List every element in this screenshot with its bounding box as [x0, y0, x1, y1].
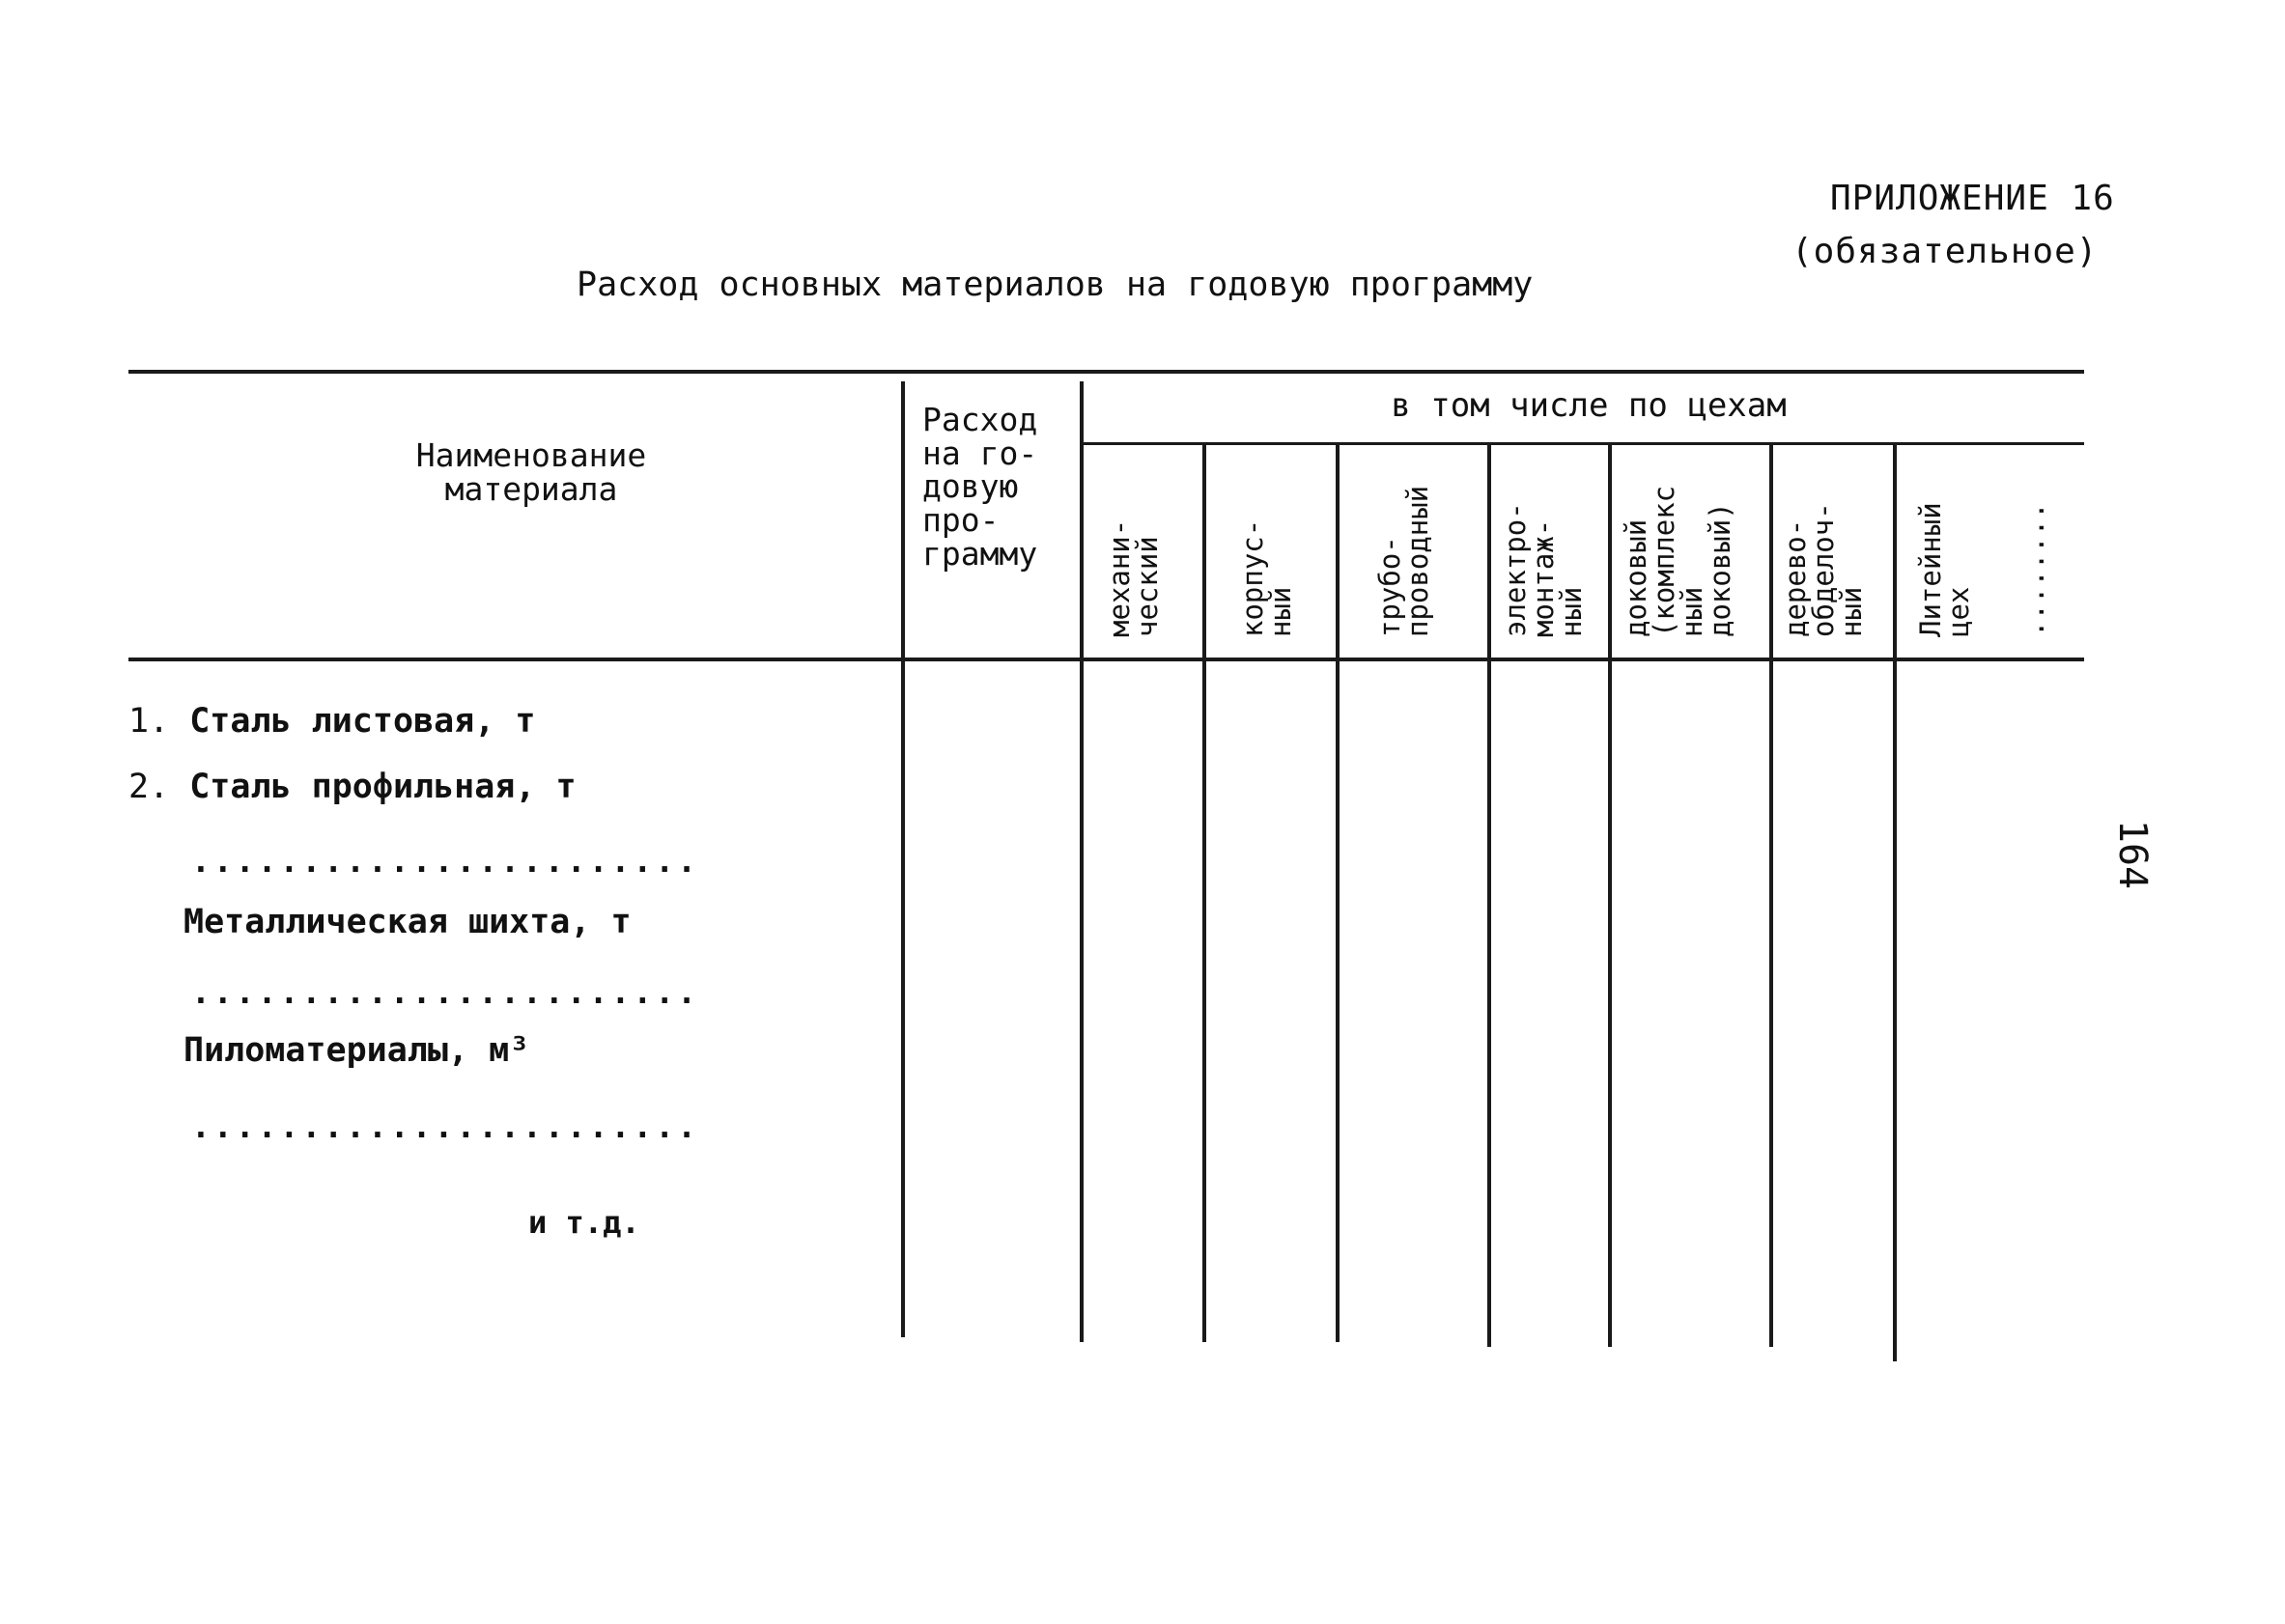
shop-header-foundry: Литейный цех: [1914, 502, 1975, 637]
etc-row: и т.д.: [528, 1204, 640, 1241]
shop-header-more: ........: [2017, 502, 2050, 637]
column-header-total: Расход на го- довую про- грамму: [922, 401, 1038, 573]
shop-header-electrical: электро- монтаж- ный: [1499, 502, 1588, 637]
header-bottom-rule: [128, 658, 2084, 661]
material-row-lumber: Пиломатериалы, м³: [183, 1031, 530, 1070]
shop-header-hull: корпус- ный: [1236, 518, 1297, 637]
material-row-sheet-steel: [128, 702, 535, 741]
material-row-metal-charge: Металлическая шихта, т: [183, 903, 632, 941]
shop-header-pipe: трубо- проводный: [1373, 485, 1434, 637]
column-header-material: Наименование материала: [415, 436, 647, 508]
column-divider-shop-3: [1487, 444, 1491, 1347]
column-divider-shop-1: [1202, 444, 1206, 1342]
dotted-leader: .......................: [191, 1107, 699, 1145]
dotted-leader: .......................: [191, 842, 699, 880]
column-divider-shop-2: [1336, 444, 1340, 1342]
row-label: Сталь листовая, т: [189, 702, 536, 741]
column-divider-material: [901, 381, 905, 1337]
column-divider-shop-5: [1769, 444, 1773, 1347]
dotted-leader: .......................: [191, 973, 699, 1011]
group-header-by-shop: в том числе по цехам: [1391, 386, 1787, 425]
column-divider-shop-4: [1608, 444, 1612, 1347]
shop-header-woodwork: деревo- обделоч- ный: [1779, 502, 1868, 637]
row-number: 2.: [128, 768, 170, 806]
appendix-label: ПРИЛОЖЕНИЕ 16: [1830, 179, 2115, 218]
row-number: 1.: [128, 702, 170, 741]
page-number: 164: [2110, 819, 2156, 890]
row-label: Сталь профильная, т: [189, 768, 577, 806]
group-header-rule: [1084, 442, 2084, 445]
column-divider-shop-6: [1893, 444, 1897, 1361]
appendix-status: (обязательное): [1791, 232, 2099, 271]
material-row-profile-steel: [128, 768, 577, 806]
shop-header-dock: доковый (комплекс ный доковый): [1620, 485, 1736, 637]
document-title: Расход основных материалов на годовую программу: [577, 266, 1534, 304]
table-top-rule: [128, 370, 2084, 374]
shop-header-mechanical: механи- ческий: [1103, 518, 1164, 637]
column-divider-total: [1080, 381, 1084, 1342]
